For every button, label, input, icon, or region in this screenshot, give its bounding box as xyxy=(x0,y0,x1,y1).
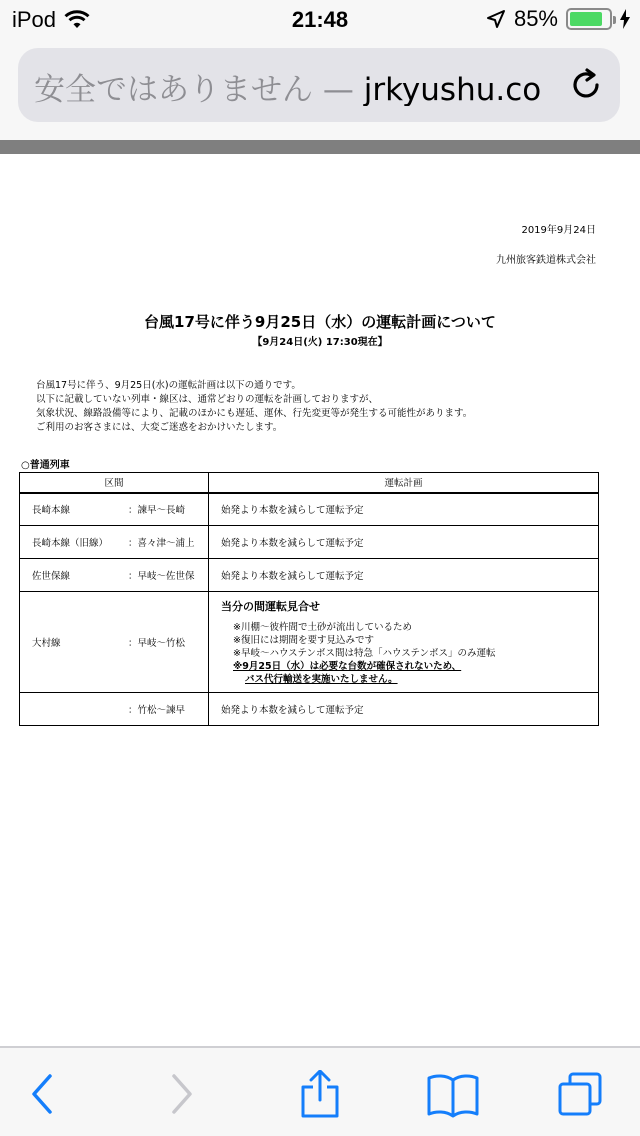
battery-percent: 85% xyxy=(513,6,558,31)
section-cell xyxy=(20,592,209,693)
clock: 21:48 xyxy=(291,7,349,32)
table-header-row xyxy=(20,473,599,493)
note-emphasis-line: ※9月25日（水）は必要な台数が確保されないため、 xyxy=(233,661,462,672)
plan-cell: 始発より本数を減らして運転予定 xyxy=(209,526,599,559)
table-row xyxy=(20,493,599,526)
suspension-heading: 当分の間運転見合せ xyxy=(221,600,320,613)
battery-level xyxy=(570,12,602,26)
carrier-label: iPod xyxy=(12,7,57,32)
back-icon[interactable] xyxy=(18,1070,66,1118)
status-bar xyxy=(0,0,640,40)
tabs-icon[interactable] xyxy=(556,1070,604,1118)
line-name: 佐世保線 xyxy=(32,571,71,582)
table-row xyxy=(20,559,599,592)
bookmarks-icon[interactable] xyxy=(426,1070,480,1118)
intro-paragraph xyxy=(36,379,616,435)
address-bar[interactable] xyxy=(18,48,620,122)
intro-line: 気象状況、線路設備等により、記載のほかにも遅延、運休、行先変更等が発生する可能性があります。 xyxy=(36,408,473,419)
table-row xyxy=(20,592,599,693)
route-name: ：早岐～竹松 xyxy=(128,638,186,649)
plan-cell: 始発より本数を減らして運転予定 xyxy=(209,493,599,526)
plan-cell: 始発より本数を減らして運転予定 xyxy=(209,693,599,726)
intro-line: 台風17号に伴う、9月25日(水)の運転計画は以下の通りです。 xyxy=(36,380,301,391)
note-line: ※川棚～彼杵間で土砂が流出しているため xyxy=(233,622,412,633)
battery-icon xyxy=(566,8,612,30)
status-right xyxy=(486,6,630,32)
plan-notes xyxy=(221,621,598,686)
share-icon[interactable] xyxy=(296,1070,344,1118)
section-cell xyxy=(20,493,209,526)
document-date: 2019年9月24日 xyxy=(521,225,596,236)
url-domain: jrkyushu.co xyxy=(363,72,542,106)
plan-cell xyxy=(209,592,599,693)
bottom-toolbar xyxy=(0,1048,640,1136)
route-name: ：竹松～諫早 xyxy=(128,705,186,716)
company-name: 九州旅客鉄道株式会社 xyxy=(496,255,596,266)
line-name: 長崎本線（旧線） xyxy=(32,538,109,549)
operations-table xyxy=(19,472,599,726)
forward-icon[interactable] xyxy=(158,1070,206,1118)
section-cell xyxy=(20,693,209,726)
not-secure-label: 安全ではありません — xyxy=(34,72,354,106)
section-cell xyxy=(20,559,209,592)
note-emphasis-line: バス代行輸送を実施いたしません。 xyxy=(245,674,398,685)
section-heading: ○普通列車 xyxy=(21,460,70,471)
route-name: ：早岐～佐世保 xyxy=(128,571,195,582)
page-top-border xyxy=(0,140,640,154)
column-header-section: 区間 xyxy=(20,473,209,493)
document-subtitle: 【9月24日(火) 17:30現在】 xyxy=(252,337,388,348)
line-name xyxy=(32,702,128,716)
document-title: 台風17号に伴う9月25日（水）の運転計画について xyxy=(144,313,496,331)
url-display[interactable] xyxy=(34,64,564,106)
route-name: ：喜々津～浦上 xyxy=(128,538,195,549)
intro-line: ご利用のお客さまには、大変ご迷惑をおかけいたします。 xyxy=(36,422,283,433)
note-line: ※復旧には期間を要す見込みです xyxy=(233,635,374,646)
route-name: ：諫早～長崎 xyxy=(128,505,186,517)
line-name: 大村線 xyxy=(32,638,61,649)
table-row xyxy=(20,693,599,726)
document-page xyxy=(0,154,640,1046)
intro-line: 以下に記載していない列車・線区は、通常どおりの運転を計画しておりますが、 xyxy=(36,394,379,405)
reload-icon[interactable] xyxy=(568,67,604,103)
note-line: ※早岐～ハウステンボス間は特急「ハウステンボス」のみ運転 xyxy=(233,648,496,659)
browser-header xyxy=(0,40,640,140)
table-row xyxy=(20,526,599,559)
charging-bolt-icon xyxy=(620,9,630,29)
line-name: 長崎本線 xyxy=(32,505,71,517)
column-header-plan: 運転計画 xyxy=(209,473,599,493)
location-arrow-icon xyxy=(486,9,506,29)
plan-cell: 始発より本数を減らして運転予定 xyxy=(209,559,599,592)
section-cell xyxy=(20,526,209,559)
